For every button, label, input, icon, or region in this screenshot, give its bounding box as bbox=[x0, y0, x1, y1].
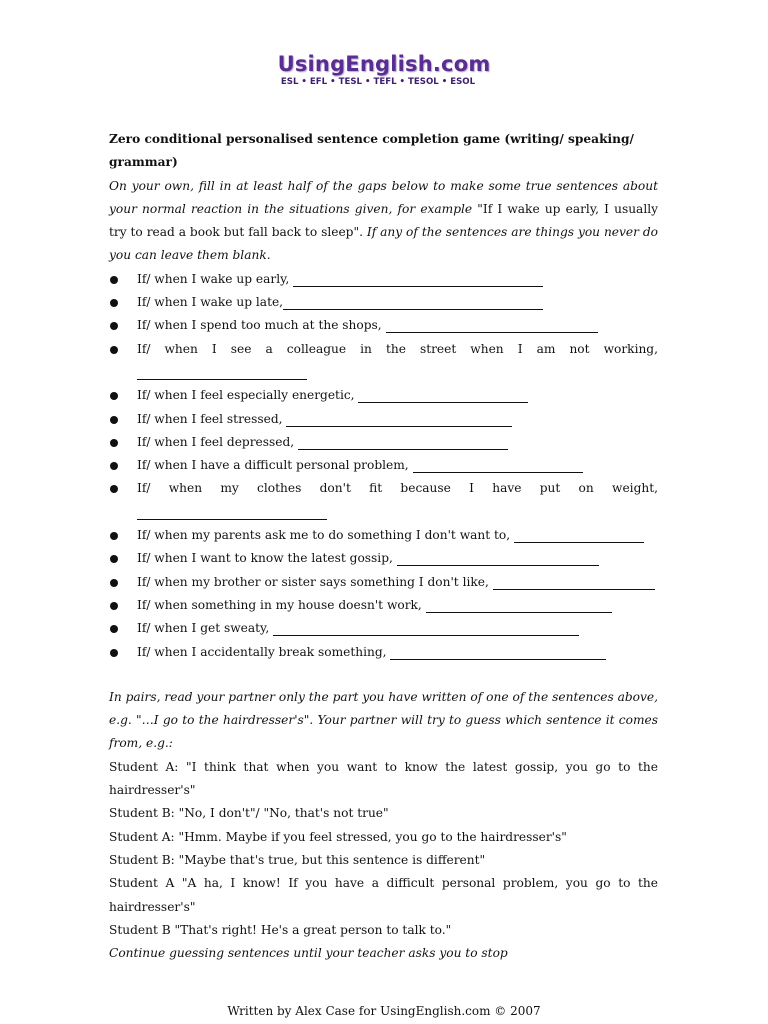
answer-blank[interactable] bbox=[493, 575, 655, 590]
bullet-icon bbox=[110, 532, 118, 540]
intro-example: "If I wake up early, I usually try to read a book but fall back to sleep". bbox=[109, 201, 658, 240]
answer-blank[interactable] bbox=[390, 645, 606, 660]
list-item bbox=[109, 524, 658, 547]
logo bbox=[0, 52, 768, 88]
intro-part-1: On your own, fill in at least half of the gaps below to make some true sentences about your normal reaction in the situations given, for example bbox=[109, 178, 658, 216]
dialogue-line: Student B "That's right! He's a great person to talk to." bbox=[109, 922, 452, 937]
sentence-prompt: If/ when I accidentally break something, bbox=[137, 644, 387, 659]
list-item bbox=[109, 291, 658, 314]
bullet-icon bbox=[110, 579, 118, 587]
answer-blank[interactable] bbox=[137, 365, 307, 380]
section-gap bbox=[109, 664, 658, 686]
footer-credit: Written by Alex Case for UsingEnglish.com © 2007 bbox=[227, 1004, 541, 1018]
sentence-prompt: If/ when I get sweaty, bbox=[137, 621, 270, 636]
bullet-icon bbox=[110, 299, 118, 307]
sentence-prompt: If/ when I have a difficult personal problem, bbox=[137, 458, 409, 473]
logo-tagline: ESL • EFL • TESL • TEFL • TESOL • ESOL bbox=[280, 77, 476, 87]
list-item bbox=[109, 314, 658, 337]
answer-blank[interactable] bbox=[273, 621, 579, 636]
bullet-icon bbox=[110, 416, 118, 424]
list-item bbox=[109, 594, 658, 617]
worksheet-body bbox=[109, 128, 658, 965]
list-item bbox=[109, 268, 658, 291]
dialogue-line: Student B: "Maybe that's true, but this sentence is different" bbox=[109, 852, 486, 867]
bullet-icon bbox=[110, 439, 118, 447]
answer-blank[interactable] bbox=[426, 598, 612, 613]
bullet-icon bbox=[110, 602, 118, 610]
dialogue-line: Student A: "Hmm. Maybe if you feel stressed, you go to the hairdresser's" bbox=[109, 829, 567, 844]
sentence-prompt: If/ when I spend too much at the shops, bbox=[137, 318, 382, 333]
list-item bbox=[109, 571, 658, 594]
answer-blank[interactable] bbox=[514, 528, 644, 543]
sentence-prompt: If/ when I want to know the latest gossip, bbox=[137, 551, 393, 566]
sentence-list bbox=[109, 268, 658, 664]
list-item bbox=[109, 547, 658, 570]
closing-instruction: Continue guessing sentences until your teacher asks you to stop bbox=[109, 946, 508, 961]
answer-blank[interactable] bbox=[283, 295, 543, 310]
answer-blank[interactable] bbox=[298, 435, 508, 450]
intro-part-2: If any of the sentences are things you never do you can leave them blank. bbox=[109, 225, 658, 263]
bullet-icon bbox=[110, 625, 118, 633]
bullet-icon bbox=[110, 322, 118, 330]
dialogue-line: Student A "A ha, I know! If you have a difficult personal problem, you go to the hairdresser's" bbox=[109, 876, 658, 914]
sentence-prompt: If/ when I see a colleague in the street when I am not working, bbox=[137, 341, 658, 356]
worksheet-title: Zero conditional personalised sentence completion game (writing/ speaking/ grammar) bbox=[109, 132, 634, 170]
dialogue-line: Student A: "I think that when you want to know the latest gossip, you go to the hairdresser's" bbox=[109, 759, 658, 798]
bullet-icon bbox=[110, 649, 118, 657]
bullet-icon bbox=[110, 462, 118, 470]
sentence-prompt: If/ when my parents ask me to do something I don't want to, bbox=[137, 528, 511, 543]
answer-blank[interactable] bbox=[286, 412, 512, 427]
list-item bbox=[109, 384, 658, 407]
sentence-prompt: If/ when I feel depressed, bbox=[137, 434, 295, 449]
bullet-icon bbox=[110, 392, 118, 400]
sentence-prompt: If/ when my brother or sister says something I don't like, bbox=[137, 574, 489, 589]
list-item bbox=[109, 477, 658, 524]
sentence-prompt: If/ when my clothes don't fit because I have put on weight, bbox=[137, 481, 658, 496]
answer-blank[interactable] bbox=[358, 388, 528, 403]
bullet-icon bbox=[110, 485, 118, 493]
list-item bbox=[109, 408, 658, 431]
bullet-icon bbox=[110, 276, 118, 284]
list-item bbox=[109, 617, 658, 640]
intro-instructions bbox=[109, 175, 658, 268]
list-item bbox=[109, 454, 658, 477]
list-item bbox=[109, 338, 658, 385]
dialogue-line: Student B: "No, I don't"/ "No, that's not true" bbox=[109, 806, 389, 821]
bullet-icon bbox=[110, 555, 118, 563]
answer-blank[interactable] bbox=[413, 458, 583, 473]
sentence-prompt: If/ when something in my house doesn't work, bbox=[137, 597, 422, 612]
sentence-prompt: If/ when I feel stressed, bbox=[137, 411, 283, 426]
sentence-prompt: If/ when I feel especially energetic, bbox=[137, 388, 355, 403]
answer-blank[interactable] bbox=[293, 272, 543, 287]
sentence-prompt: If/ when I wake up early, bbox=[137, 271, 290, 286]
answer-blank[interactable] bbox=[137, 505, 327, 520]
list-item bbox=[109, 431, 658, 454]
example-dialogue bbox=[109, 756, 658, 942]
logo-wordmark: UsingEnglish.com bbox=[277, 52, 491, 76]
answer-blank[interactable] bbox=[397, 551, 599, 566]
pairs-instructions: In pairs, read your partner only the part you have written of one of the sentences above, e.g. "…I go to the hairdresser's". Your partner will try to guess which sentence it comes from, e.g.: bbox=[109, 689, 658, 751]
list-item bbox=[109, 641, 658, 664]
sentence-prompt: If/ when I wake up late, bbox=[137, 295, 284, 310]
bullet-icon bbox=[110, 346, 118, 354]
answer-blank[interactable] bbox=[386, 318, 598, 333]
